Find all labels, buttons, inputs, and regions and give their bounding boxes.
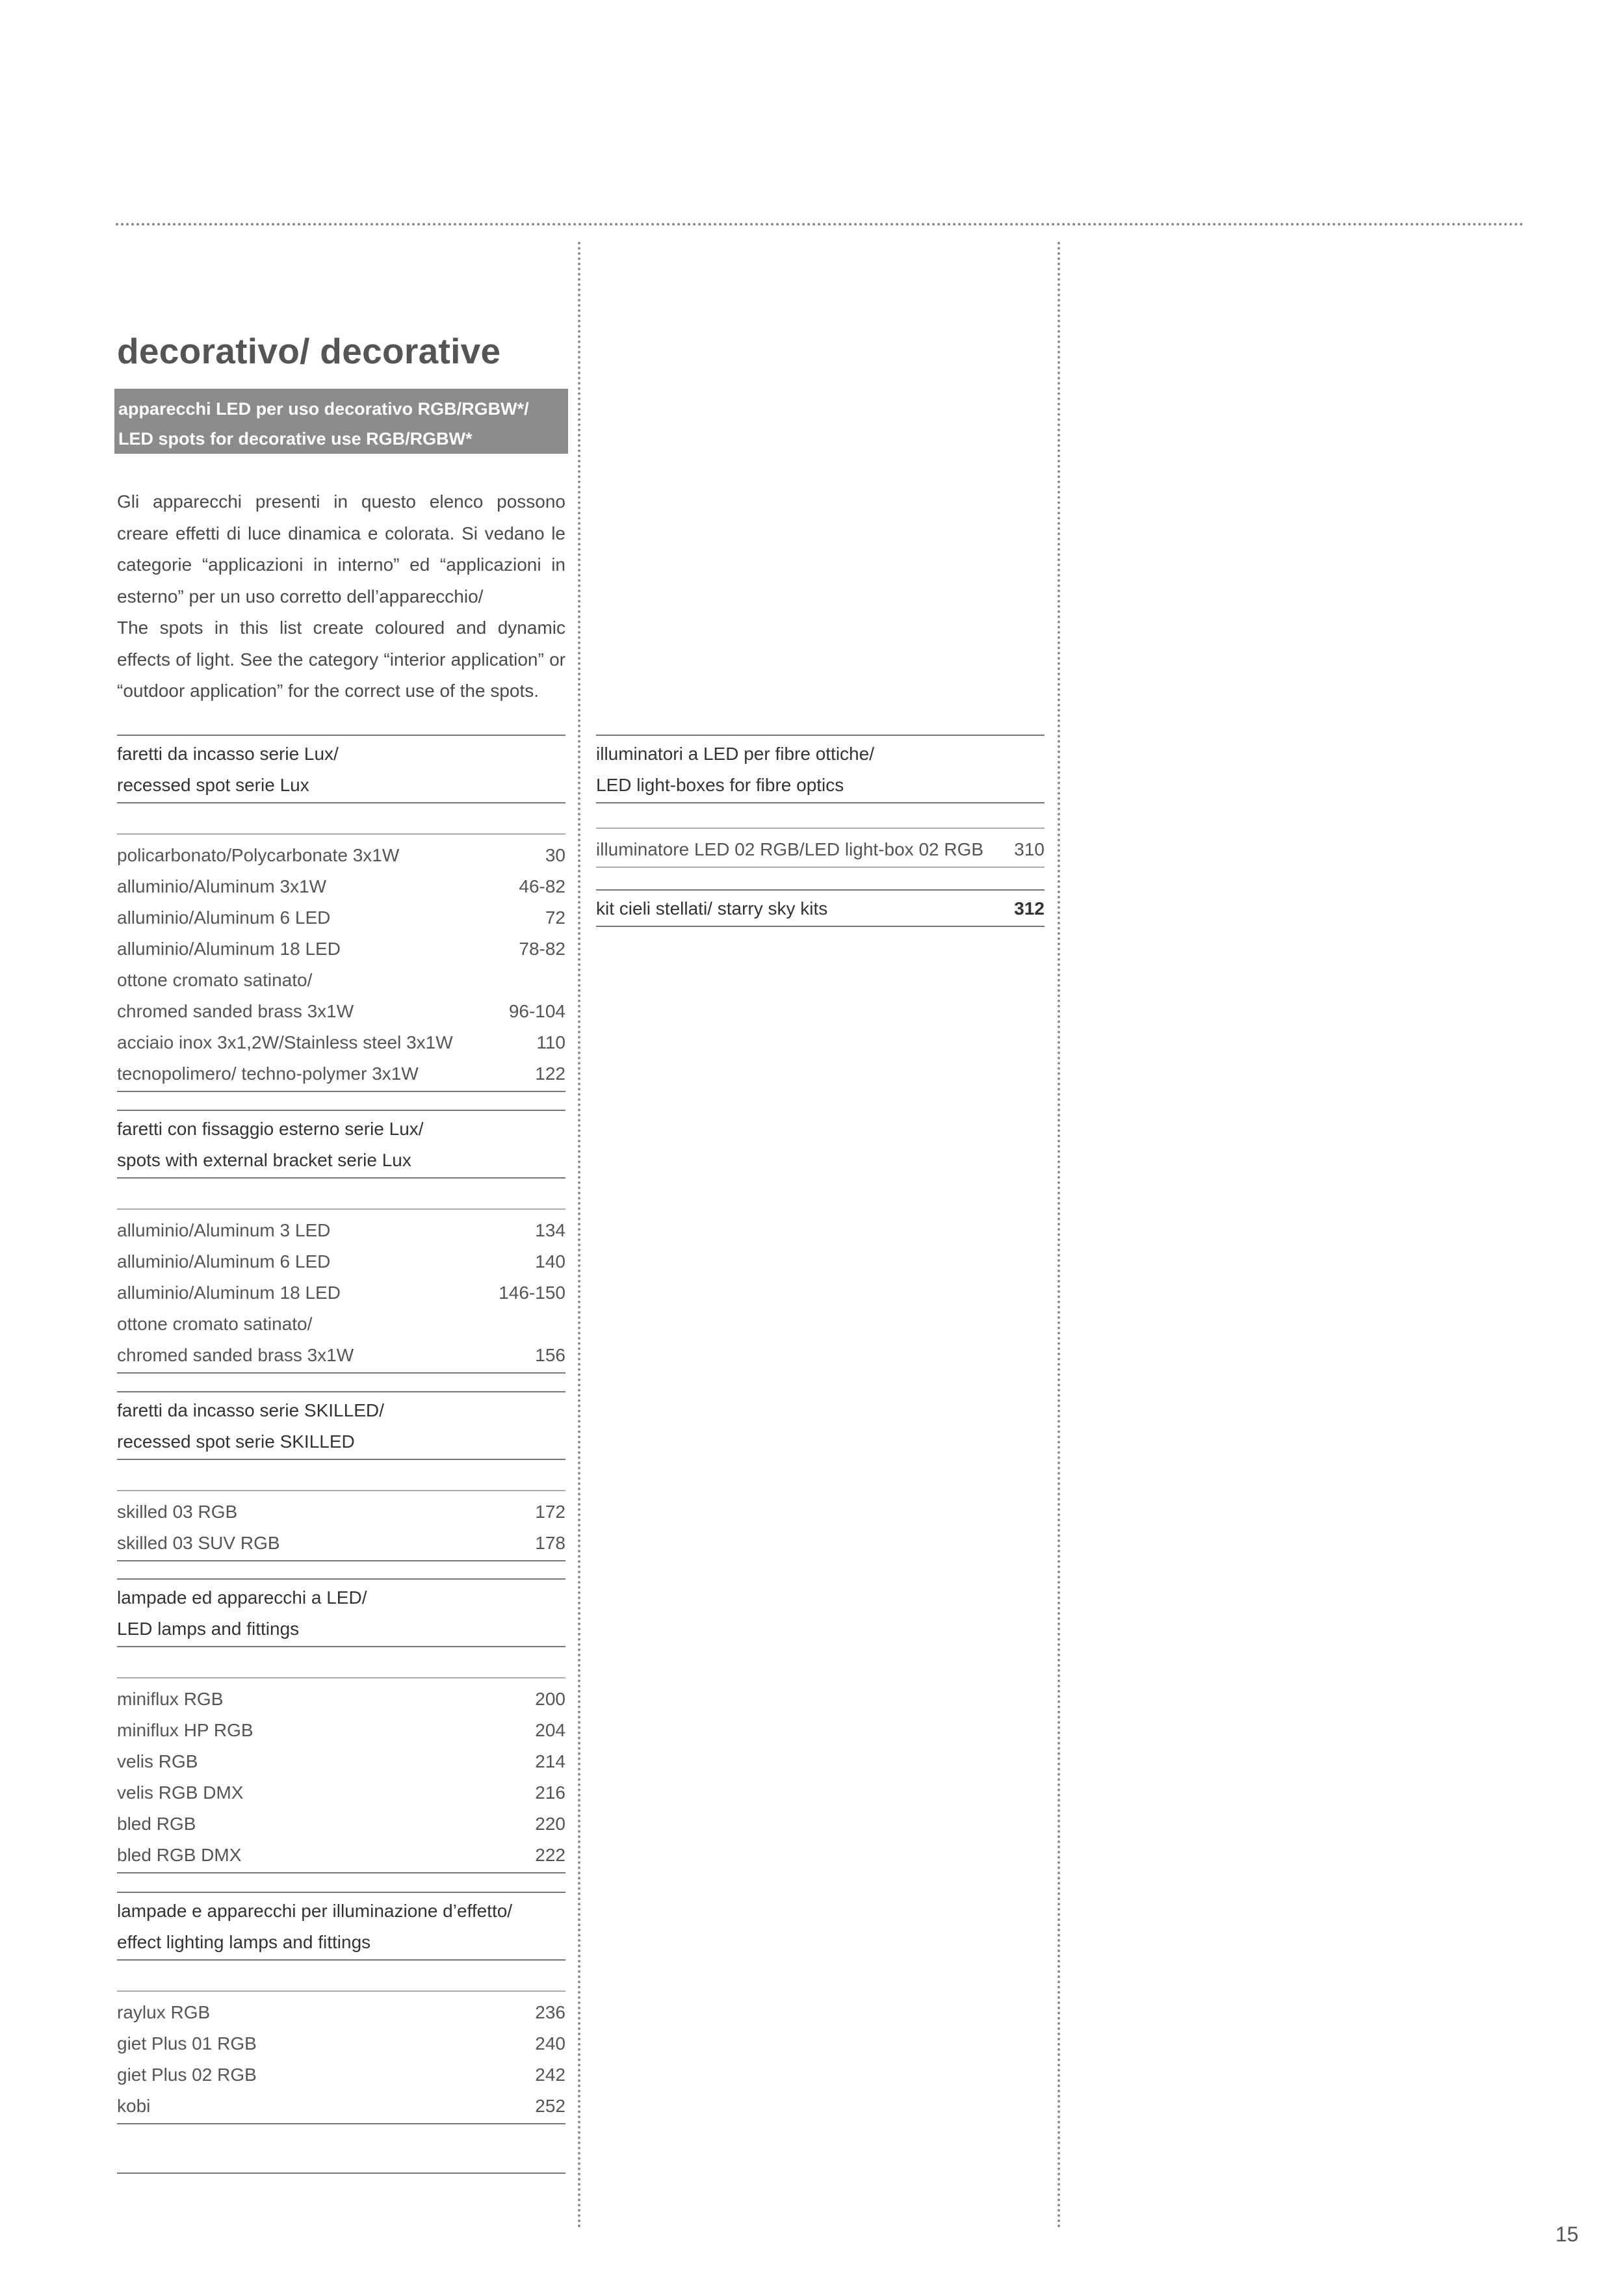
section-header-en: recessed spot serie SKILLED bbox=[117, 1431, 355, 1452]
column-divider-2 bbox=[1058, 242, 1060, 2230]
item-label: alluminio/Aluminum 18 LED bbox=[117, 939, 341, 959]
item-label: chromed sanded brass 3x1W bbox=[117, 1001, 354, 1021]
section-header-en: LED light-boxes for fibre optics bbox=[596, 775, 844, 795]
list-item bbox=[117, 1746, 565, 1777]
list-item bbox=[117, 902, 565, 933]
item-label: miniflux RGB bbox=[117, 1689, 224, 1709]
section-header-it: illuminatori a LED per fibre ottiche/ bbox=[596, 744, 874, 764]
section-header bbox=[117, 1110, 565, 1179]
list-item bbox=[117, 1027, 565, 1058]
list-item bbox=[117, 1215, 565, 1246]
list-item bbox=[117, 1340, 565, 1371]
top-dotted-rule bbox=[116, 223, 1524, 226]
item-label: giet Plus 02 RGB bbox=[117, 2065, 257, 2085]
page-number: 15 bbox=[1555, 2223, 1579, 2246]
item-label: chromed sanded brass 3x1W bbox=[117, 1345, 354, 1365]
item-label: alluminio/Aluminum 6 LED bbox=[117, 907, 331, 928]
item-label: tecnopolimero/ techno-polymer 3x1W bbox=[117, 1063, 419, 1084]
item-label: skilled 03 RGB bbox=[117, 1502, 238, 1522]
page-title: decorativo/ decorative bbox=[117, 331, 501, 371]
section-lux-recessed bbox=[117, 735, 565, 1092]
item-label: miniflux HP RGB bbox=[117, 1720, 253, 1740]
item-page: 178 bbox=[535, 1533, 565, 1553]
item-page: 240 bbox=[535, 2033, 565, 2054]
list-item bbox=[117, 1309, 565, 1340]
item-page: 200 bbox=[535, 1689, 565, 1709]
list-item bbox=[117, 1684, 565, 1715]
item-page: 72 bbox=[545, 907, 565, 928]
item-label: illuminatore LED 02 RGB/LED light-box 02 RGB bbox=[596, 839, 984, 859]
list-item bbox=[117, 933, 565, 965]
item-label: kobi bbox=[117, 2096, 151, 2116]
section-header-en: recessed spot serie Lux bbox=[117, 775, 309, 795]
section-led-lamps bbox=[117, 1578, 565, 1873]
item-page: 214 bbox=[535, 1751, 565, 1771]
section-list bbox=[117, 1208, 565, 1374]
item-page: 110 bbox=[536, 1032, 565, 1052]
section-header-en: spots with external bracket serie Lux bbox=[117, 1150, 411, 1170]
section-header-en: LED lamps and fittings bbox=[117, 1619, 300, 1639]
item-label: alluminio/Aluminum 18 LED bbox=[117, 1283, 341, 1303]
item-label: velis RGB DMX bbox=[117, 1782, 244, 1803]
list-item bbox=[117, 1997, 565, 2028]
section-list bbox=[117, 1990, 565, 2124]
section-header bbox=[117, 1578, 565, 1647]
list-item bbox=[117, 871, 565, 902]
item-page: 30 bbox=[545, 845, 565, 865]
section-header bbox=[117, 1892, 565, 1961]
item-page: 96-104 bbox=[508, 1001, 565, 1021]
list-item bbox=[117, 965, 565, 996]
list-item bbox=[117, 1058, 565, 1089]
column-divider-1 bbox=[578, 242, 580, 2230]
list-item bbox=[596, 834, 1045, 865]
item-label: bled RGB DMX bbox=[117, 1845, 242, 1865]
item-page: 46-82 bbox=[519, 876, 565, 896]
section-header-it: faretti da incasso serie Lux/ bbox=[117, 744, 339, 764]
closing-rule bbox=[117, 2172, 565, 2174]
list-item bbox=[117, 2091, 565, 2122]
item-page: 204 bbox=[535, 1720, 565, 1740]
item-label: acciaio inox 3x1,2W/Stainless steel 3x1W bbox=[117, 1032, 453, 1052]
item-label: kit cieli stellati/ starry sky kits bbox=[596, 898, 828, 919]
list-item bbox=[117, 1715, 565, 1746]
item-page: 78-82 bbox=[519, 939, 565, 959]
item-label: giet Plus 01 RGB bbox=[117, 2033, 257, 2054]
intro-en: The spots in this list create coloured and dynamic effects of light. See the category “interior application” or “outdoor application” for the correct use of the spots. bbox=[117, 618, 565, 701]
section-header-en: effect lighting lamps and fittings bbox=[117, 1932, 371, 1952]
list-item bbox=[117, 1496, 565, 1528]
section-list bbox=[117, 1490, 565, 1561]
item-label: skilled 03 SUV RGB bbox=[117, 1533, 280, 1553]
section-effect-lighting bbox=[117, 1892, 565, 2124]
section-lux-external bbox=[117, 1110, 565, 1374]
item-page: 236 bbox=[535, 2002, 565, 2022]
list-item bbox=[117, 1277, 565, 1309]
list-item bbox=[117, 1777, 565, 1808]
item-page: 220 bbox=[535, 1814, 565, 1834]
intro-it: Gli apparecchi presenti in questo elenco possono creare effetti di luce dinamica e colorata. Si vedano le categorie “applicazioni in interno” ed “applicazioni in esterno” per un uso corretto dell’apparecchio/ bbox=[117, 491, 565, 607]
item-page: 310 bbox=[1014, 839, 1045, 859]
section-list bbox=[117, 833, 565, 1092]
list-item bbox=[596, 893, 1045, 924]
section-skilled bbox=[117, 1391, 565, 1561]
item-label: alluminio/Aluminum 3 LED bbox=[117, 1220, 331, 1240]
item-page: 156 bbox=[535, 1345, 565, 1365]
section-header-it: faretti da incasso serie SKILLED/ bbox=[117, 1400, 384, 1420]
item-label: ottone cromato satinato/ bbox=[117, 970, 313, 990]
item-page: 242 bbox=[535, 2065, 565, 2085]
section-header bbox=[117, 735, 565, 803]
item-label: velis RGB bbox=[117, 1751, 198, 1771]
subtitle-line-it: apparecchi LED per uso decorativo RGB/RGBW*/ bbox=[118, 399, 529, 419]
list-item bbox=[117, 1528, 565, 1559]
kit-row bbox=[596, 889, 1045, 927]
section-list bbox=[596, 828, 1045, 868]
section-header bbox=[117, 1391, 565, 1460]
section-header bbox=[596, 735, 1045, 803]
item-page: 146-150 bbox=[499, 1283, 565, 1303]
list-item bbox=[117, 1840, 565, 1871]
section-header-it: faretti con fissaggio esterno serie Lux/ bbox=[117, 1119, 424, 1139]
item-page: 140 bbox=[535, 1251, 565, 1272]
item-page: 216 bbox=[535, 1782, 565, 1803]
item-label: bled RGB bbox=[117, 1814, 196, 1834]
section-list bbox=[117, 1677, 565, 1873]
list-item bbox=[117, 1246, 565, 1277]
section-header-it: lampade e apparecchi per illuminazione d’effetto/ bbox=[117, 1901, 513, 1921]
item-page: 252 bbox=[535, 2096, 565, 2116]
list-item bbox=[117, 1808, 565, 1840]
list-item bbox=[117, 996, 565, 1027]
item-label: raylux RGB bbox=[117, 2002, 211, 2022]
subtitle-line-en: LED spots for decorative use RGB/RGBW* bbox=[118, 429, 473, 449]
item-page: 222 bbox=[535, 1845, 565, 1865]
intro-text bbox=[117, 486, 565, 707]
list-item bbox=[117, 840, 565, 871]
item-page: 312 bbox=[1014, 898, 1045, 919]
item-page: 134 bbox=[535, 1220, 565, 1240]
subtitle-box bbox=[114, 389, 568, 454]
item-label: policarbonato/Polycarbonate 3x1W bbox=[117, 845, 400, 865]
item-label: ottone cromato satinato/ bbox=[117, 1314, 313, 1334]
list-item bbox=[117, 2028, 565, 2059]
item-page: 122 bbox=[535, 1063, 565, 1084]
item-label: alluminio/Aluminum 6 LED bbox=[117, 1251, 331, 1272]
section-fibre-optics bbox=[596, 735, 1045, 803]
section-header-it: lampade ed apparecchi a LED/ bbox=[117, 1587, 367, 1608]
list-item bbox=[117, 2059, 565, 2091]
item-page: 172 bbox=[535, 1502, 565, 1522]
item-label: alluminio/Aluminum 3x1W bbox=[117, 876, 327, 896]
